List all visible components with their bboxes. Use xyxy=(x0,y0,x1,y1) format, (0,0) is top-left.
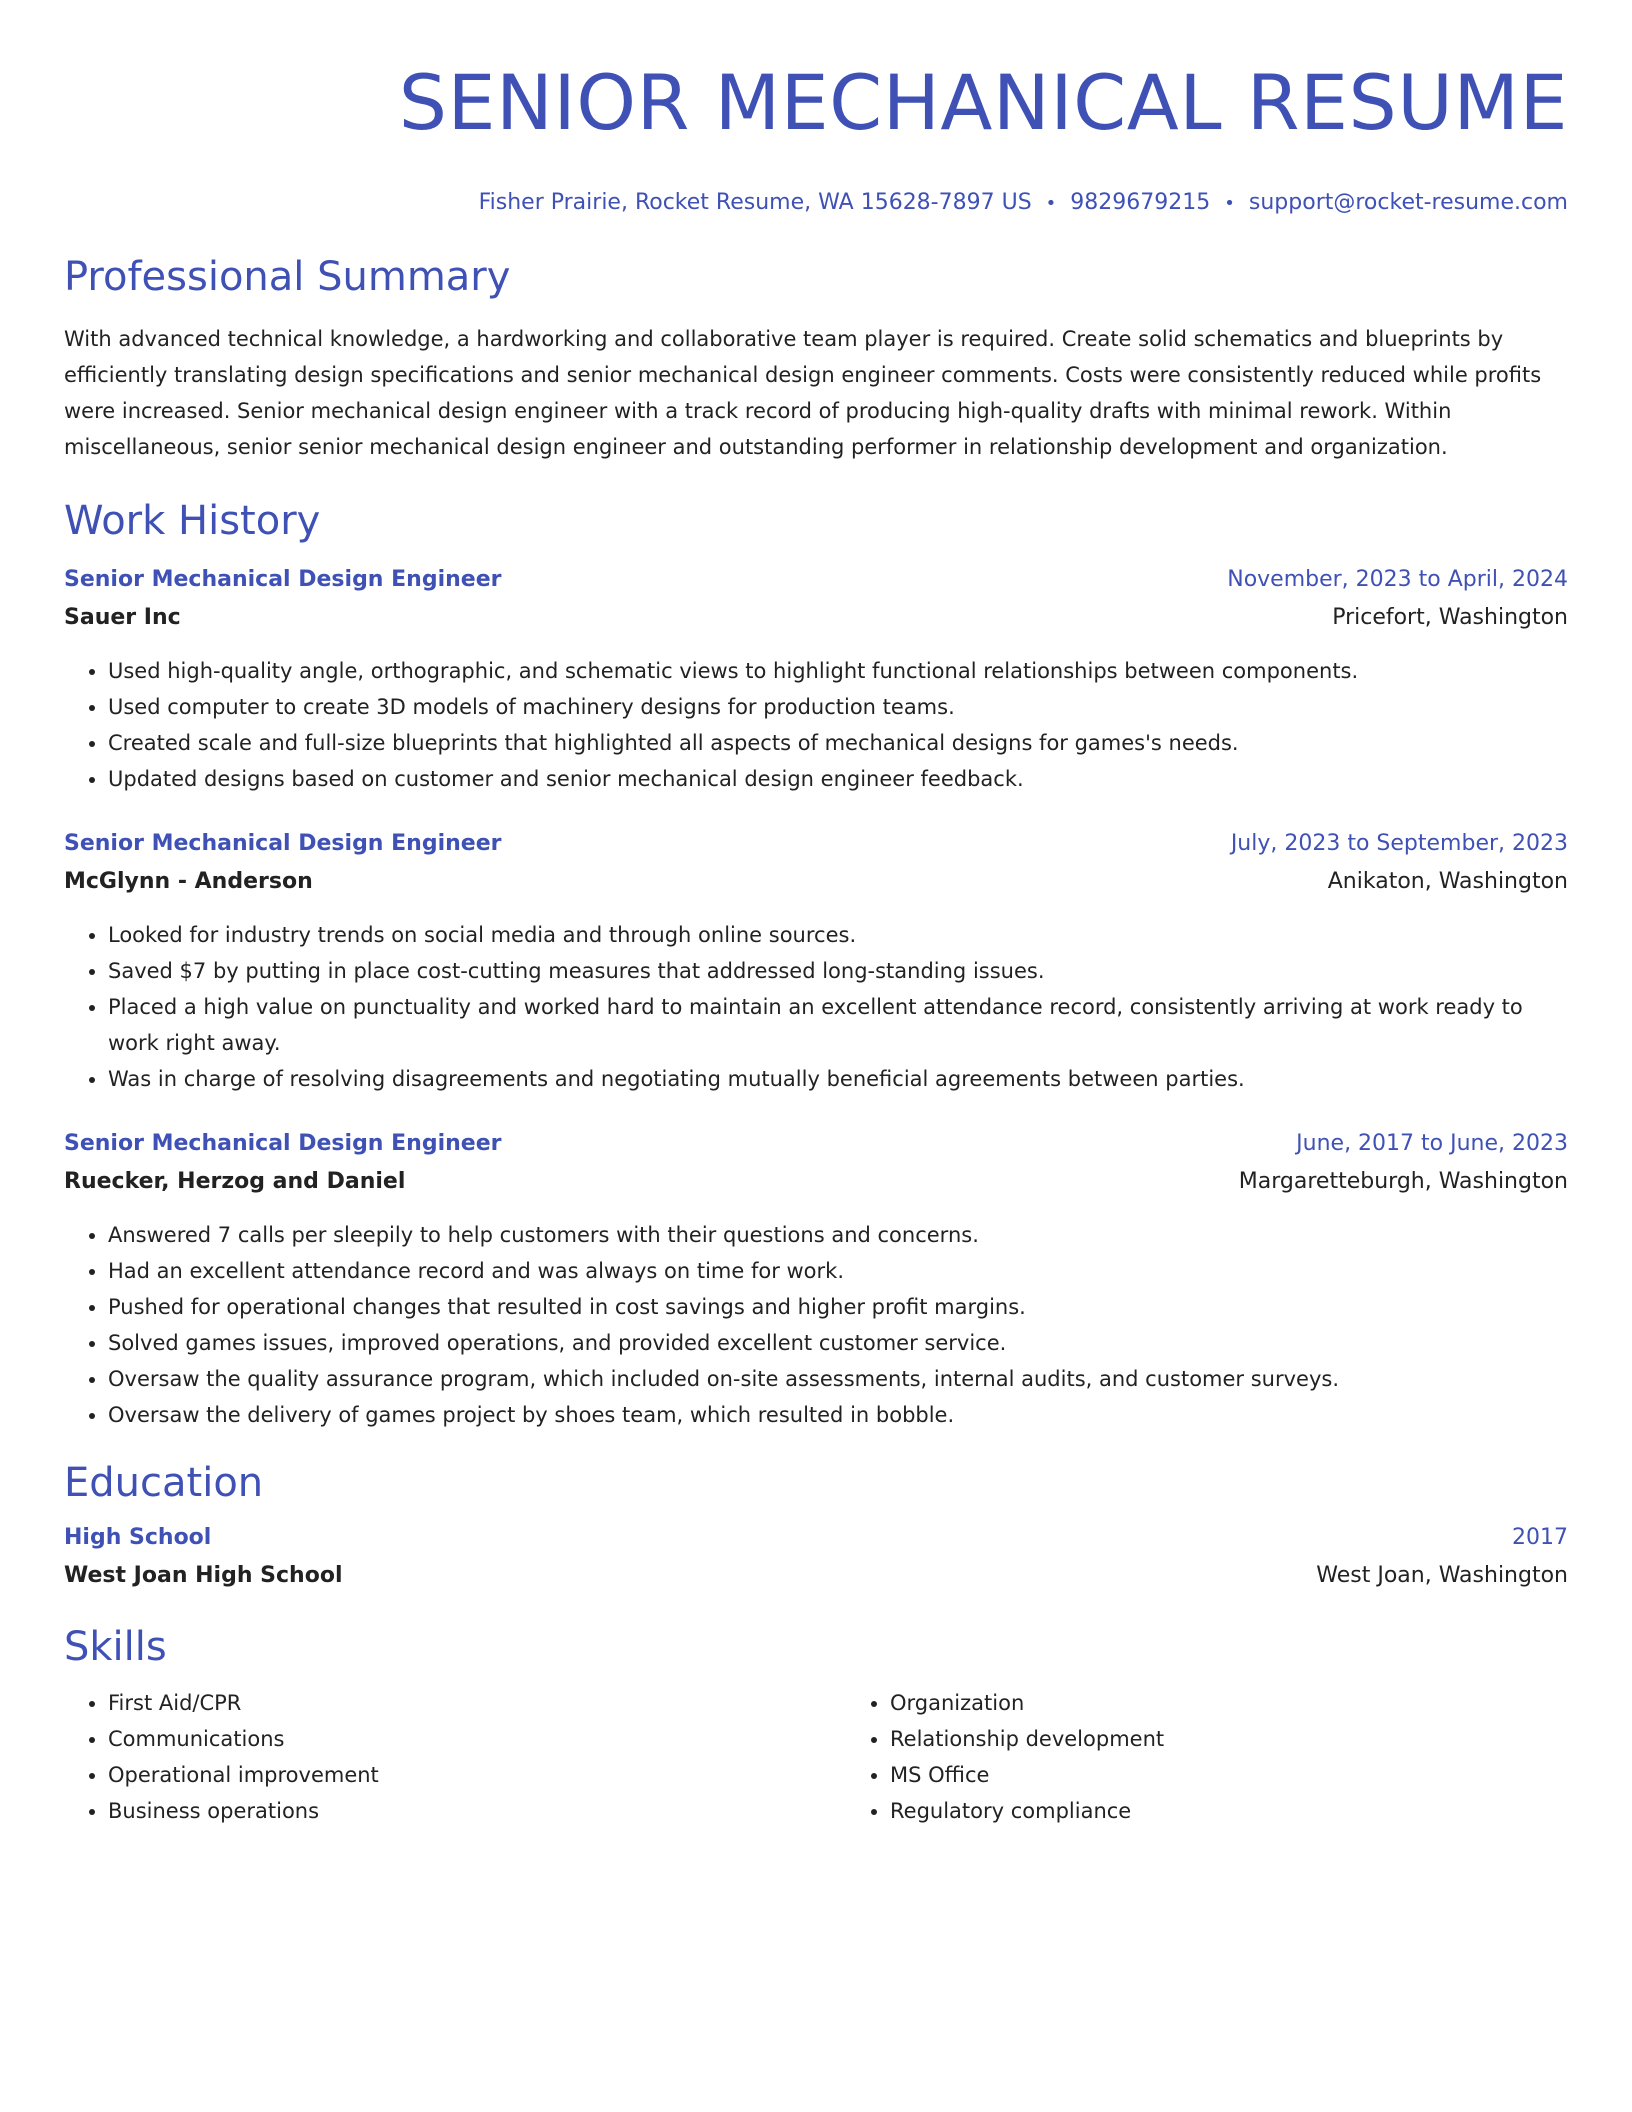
skills-columns xyxy=(64,1685,1568,1829)
job-entry xyxy=(64,825,1568,1097)
job-title: Senior Mechanical Design Engineer xyxy=(64,1131,502,1156)
job-bullet: • Placed a high value on punctuality and worked hard to maintain an excellent attendance record, consistently arriving at work ready to work right away. xyxy=(108,989,1568,1061)
contact-phone: 9829679215 xyxy=(1070,190,1211,215)
job-bullets xyxy=(64,653,1568,797)
job-location: Margaretteburgh, Washington xyxy=(1238,1169,1568,1194)
education-section xyxy=(64,1455,1568,1595)
skill-item: • Regulatory compliance xyxy=(890,1793,1628,1829)
job-bullet: • Had an excellent attendance record and was always on time for work. xyxy=(108,1253,1568,1289)
skill-item: • Business operations xyxy=(108,1793,846,1829)
skill-item: • First Aid/CPR xyxy=(108,1685,846,1721)
job-bullet: • Used computer to create 3D models of machinery designs for production teams. xyxy=(108,689,1568,725)
job-header xyxy=(64,1125,1568,1163)
job-subheader xyxy=(64,863,1568,901)
job-company: Sauer Inc xyxy=(64,605,181,630)
contact-separator: • xyxy=(1045,193,1057,214)
education-year: 2017 xyxy=(1512,1525,1568,1550)
job-bullet: • Looked for industry trends on social media and through online sources. xyxy=(108,917,1568,953)
job-subheader xyxy=(64,1163,1568,1201)
skills-list-right xyxy=(846,1685,1628,1829)
job-company: Ruecker, Herzog and Daniel xyxy=(64,1169,406,1194)
job-entry xyxy=(64,1125,1568,1433)
job-bullet: • Was in charge of resolving disagreements and negotiating mutually beneficial agreements between parties. xyxy=(108,1061,1568,1097)
contact-separator: • xyxy=(1224,193,1235,214)
skills-list-left xyxy=(64,1685,846,1829)
education-subheader xyxy=(64,1557,1568,1595)
work-history-heading: Work History xyxy=(64,498,321,544)
job-entry xyxy=(64,561,1568,797)
job-bullets xyxy=(64,917,1568,1097)
summary-section xyxy=(64,249,1568,465)
job-bullet: • Oversaw the delivery of games project by shoes team, which resulted in bobble. xyxy=(108,1397,1568,1433)
education-degree: High School xyxy=(64,1525,212,1550)
job-header xyxy=(64,561,1568,599)
contact-line xyxy=(64,188,1568,219)
job-bullet: • Solved games issues, improved operations, and provided excellent customer service. xyxy=(108,1325,1568,1361)
education-school: West Joan High School xyxy=(64,1563,343,1588)
job-title: Senior Mechanical Design Engineer xyxy=(64,567,502,592)
skills-section xyxy=(64,1619,1568,1829)
job-subheader xyxy=(64,599,1568,637)
education-header xyxy=(64,1519,1568,1557)
education-entry xyxy=(64,1519,1568,1595)
job-header xyxy=(64,825,1568,863)
resume-name: SENIOR MECHANICAL RESUME xyxy=(398,58,1568,147)
job-dates: November, 2023 to April, 2024 xyxy=(1227,567,1568,592)
job-bullet: • Answered 7 calls per sleepily to help customers with their questions and concerns. xyxy=(108,1217,1568,1253)
job-location: Pricefort, Washington xyxy=(1332,605,1568,630)
job-bullet: • Created scale and full-size blueprints that highlighted all aspects of mechanical designs for games's needs. xyxy=(108,725,1568,761)
job-location: Anikaton, Washington xyxy=(1327,869,1568,894)
job-dates: June, 2017 to June, 2023 xyxy=(1296,1131,1568,1156)
education-location: West Joan, Washington xyxy=(1316,1563,1568,1588)
skill-item: • Relationship development xyxy=(890,1721,1628,1757)
skill-item: • Operational improvement xyxy=(108,1757,846,1793)
skill-item: • Organization xyxy=(890,1685,1628,1721)
resume-header xyxy=(64,48,1568,219)
contact-address: Fisher Prairie, Rocket Resume, WA 15628-7897 US xyxy=(478,190,1032,215)
job-bullet: • Used high-quality angle, orthographic, and schematic views to highlight functional relationships between components. xyxy=(108,653,1568,689)
job-bullet: • Updated designs based on customer and senior mechanical design engineer feedback. xyxy=(108,761,1568,797)
summary-heading: Professional Summary xyxy=(64,254,511,300)
job-title: Senior Mechanical Design Engineer xyxy=(64,831,502,856)
skill-item: • Communications xyxy=(108,1721,846,1757)
job-bullet: • Oversaw the quality assurance program, which included on-site assessments, internal audits, and customer surveys. xyxy=(108,1361,1568,1397)
work-history-section xyxy=(64,493,1568,1433)
job-bullets xyxy=(64,1217,1568,1433)
job-company: McGlynn - Anderson xyxy=(64,869,313,894)
education-heading: Education xyxy=(64,1460,264,1506)
job-bullet: • Pushed for operational changes that resulted in cost savings and higher profit margins. xyxy=(108,1289,1568,1325)
skills-heading: Skills xyxy=(64,1624,167,1670)
job-dates: July, 2023 to September, 2023 xyxy=(1230,831,1568,856)
job-bullet: • Saved $7 by putting in place cost-cutting measures that addressed long-standing issues. xyxy=(108,953,1568,989)
summary-text: With advanced technical knowledge, a hardworking and collaborative team player is required. Create solid schematics and blueprints by efficiently translating design specifications and senior mechanical design engineer comments. Costs were consistently reduced while profits were increased. Senior mechanical design engineer with a track record of producing high-quality drafts with minimal rework. Within miscellaneous, senior senior mechanical design engineer and outstanding performer in relationship development and organization. xyxy=(64,327,1542,459)
skill-item: • MS Office xyxy=(890,1757,1628,1793)
contact-email[interactable]: support@rocket-resume.com xyxy=(1248,190,1568,215)
